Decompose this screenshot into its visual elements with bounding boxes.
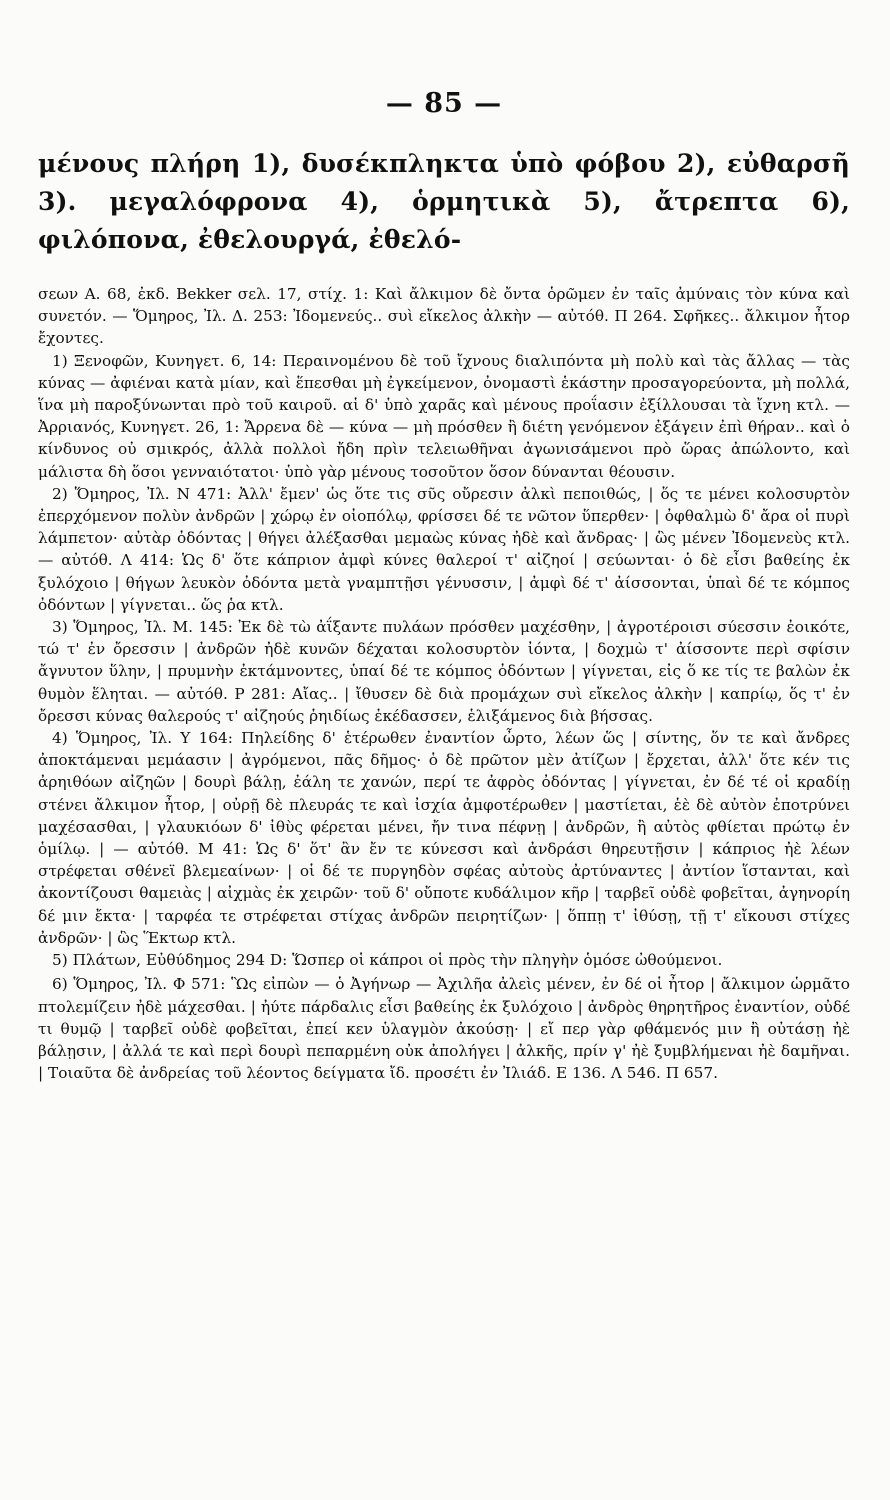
main-text: μένους πλήρη 1), δυσέκπληκτα ὑπὸ φόβου 2), εὐθαρσῆ 3). μεγαλόφρονα 4), ὁρμητικὰ 5), ἄτρεπτα 6), φιλόπονα, ἐθελουργά, ἐθελό- xyxy=(38,149,850,254)
footnote-3: 3) Ὅμηρος, Ἰλ. Μ. 145: Ἐκ δὲ τὼ ἀΐξαντε πυλάων πρόσθεν μαχέσθην, | ἀγροτέροισι σύεσσιν ἐοικότε, τώ τ' ἐν ὄρεσσιν | ἀνδρῶν ἠδὲ κυνῶν δέχαται κολοσυρτὸν ἰόντα, | δοχμὼ τ' ἀίσσοντε περὶ σφίσιν ἄγνυτον ὕλην, | πρυμνὴν ἐκτάμνοντες, ὑπαί δέ τε κόμπος ὀδόντων | γίγνεται, εἰς ὅ κε τίς τε βαλὼν ἐκ θυμὸν ἕληται. — αὐτόθ. Ρ 281: Αἴας.. | ἴθυσεν δὲ διὰ προμάχων συὶ εἴκελος ἀλκὴν | καπρίῳ, ὅς τ' ἐν ὄρεσσι κύνας θαλερούς τ' αἰζηούς ῥηιδίως ἐκέδασσεν, ἑλιξάμενος διὰ βήσσας. xyxy=(38,618,850,725)
footnote-continuation: σεων Α. 68, ἐκδ. Bekker σελ. 17, στίχ. 1: Καὶ ἄλκιμον δὲ ὄντα ὁρῶμεν ἐν ταῖς ἀμύναις τὸν κύνα καὶ συνετόν. — Ὅμηρος, Ἰλ. Δ. 253: Ἰδομενεύς.. συὶ εἴκελος ἀλκὴν — αὐτόθ. Π 264. Σφῆκες.. ἄλκιμον ἦτορ ἔχοντες. xyxy=(38,285,850,348)
footnote-6: 6) Ὅμηρος, Ἰλ. Φ 571: Ὣς εἰπὼν — ὁ Ἀγήνωρ — Ἀχιλῆα ἀλεὶς μένεν, ἐν δέ οἱ ἦτορ | ἄλκιμον ὡρμᾶτο πτολεμίζειν ἠδὲ μάχεσθαι. | ἠύτε πάρδαλις εἶσι βαθείης ἐκ ξυλόχοιο | ἀνδρὸς θηρητῆρος ἐναντίον, οὐδέ τι θυμῷ | ταρβεῖ οὐδὲ φοβεῖται, ἐπεί κεν ὑλαγμὸν ἀκούσῃ· | εἴ περ γὰρ φθάμενός μιν ἢ οὐτάσῃ ἠὲ βάλῃσιν, | ἀλλά τε καὶ περὶ δουρὶ πεπαρμένη οὐκ ἀπολήγει | ἀλκῆς, πρίν γ' ἠὲ ξυμβλήμεναι ἠὲ δαμῆναι. | Τοιαῦτα δὲ ἀνδρείας τοῦ λέοντος δείγματα ἴδ. προσέτι ἐν Ἰλιάδ. Ε 136. Λ 546. Π 657. xyxy=(38,975,850,1083)
footnotes xyxy=(38,283,850,1084)
footnote-5: 5) Πλάτων, Εὐθύδημος 294 D: Ὥσπερ οἱ κάπροι οἱ πρὸς τὴν πληγὴν ὁμόσε ὠθούμενοι. xyxy=(52,951,723,970)
footnote-2: 2) Ὅμηρος, Ἰλ. Ν 471: Ἀλλ' ἔμεν' ὡς ὅτε τις σῦς οὔρεσιν ἀλκὶ πεποιθώς, | ὅς τε μένει κολοσυρτὸν ἐπερχόμενον πολὺν ἀνδρῶν | χώρῳ ἐν οἰοπόλῳ, φρίσσει δέ τε νῶτον ὕπερθεν· | ὀφθαλμὼ δ' ἄρα οἱ πυρὶ λάμπετον· αὐτὰρ ὀδόντας | θήγει ἀλέξασθαι μεμαὼς κύνας ἠδὲ καὶ ἄνδρας· | ὣς μένεν Ἰδομενεὺς κτλ. — αὐτόθ. Λ 414: Ὡς δ' ὅτε κάπριον ἀμφὶ κύνες θαλεροί τ' αἰζηοί | σεύωνται· ὁ δὲ εἶσι βαθείης ἐκ ξυλόχοιο | θήγων λευκὸν ὀδόντα μετὰ γναμπτῇσι γένυσσιν, | ἀμφὶ δέ τ' ἀίσσονται, ὑπαὶ δέ τε κόμπος ὀδόντων | γίγνεται.. ὥς ῥα κτλ. xyxy=(38,484,850,614)
page-number: — 85 — xyxy=(385,88,503,119)
footnote-1: 1) Ξενοφῶν, Κυνηγετ. 6, 14: Περαινομένου δὲ τοῦ ἴχνους διαλιπόντα μὴ πολὺ καὶ τὰς ἄλλας — τὰς κύνας — ἀφιέναι κατὰ μίαν, καὶ ἕπεσθαι μὴ ἐγκείμενον, ὀνομαστὶ ἑκάστην προσαγορεύοντα, μὴ πολλά, ἵνα μὴ παροξύνωνται πρὸ τοῦ καιροῦ. αἱ δ' ὑπὸ χαρᾶς καὶ μένους προΐασιν ἐξίλλουσαι τὰ ἴχνη κτλ. — Ἀρριανός, Κυνηγετ. 26, 1: Ἄρρενα δὲ — κύνα — μὴ πρόσθεν ἢ διέτη γενόμενον ἐξάγειν ἐπὶ θήραν.. καὶ ὁ κίνδυνος οὐ σμικρός, ἀλλὰ πολλοὶ ἤδη πρὶν τελειωθῆναι ἀγωνισάμενοι πρὸ ὥρας ἀπώλοντο, καὶ μάλιστα δὴ ὅσοι γενναιότατοι· ὑπὸ γὰρ μένους τοσοῦτον ὅσον δύνανται θέουσιν. xyxy=(38,351,850,481)
footnote-4: 4) Ὅμηρος, Ἰλ. Υ 164: Πηλείδης δ' ἑτέρωθεν ἐναντίον ὦρτο, λέων ὥς | σίντης, ὅν τε καὶ ἄνδρες ἀποκτάμεναι μεμάασιν | ἀγρόμενοι, πᾶς δῆμος· ὁ δὲ πρῶτον μὲν ἀτίζων | ἔρχεται, ἀλλ' ὅτε κέν τις ἀρηιθόων αἰζηῶν | δουρὶ βάλῃ, ἐάλη τε χανών, περί τε ἀφρὸς ὀδόντας | γίγνεται, ἐν δέ τέ οἱ κραδίῃ στένει ἄλκιμον ἦτορ, | οὐρῇ δὲ πλευράς τε καὶ ἰσχία ἀμφοτέρωθεν | μαστίεται, ἑὲ δὲ αὐτὸν ἐποτρύνει μαχέσασθαι, | γλαυκιόων δ' ἰθὺς φέρεται μένει, ἤν τινα πέφνῃ | ἀνδρῶν, ἢ αὐτὸς φθίεται πρώτῳ ἐν ὁμίλῳ. | — αὐτόθ. Μ 41: Ὡς δ' ὅτ' ἂν ἔν τε κύνεσσι καὶ ἀνδράσι θηρευτῇσιν | κάπριος ἠὲ λέων στρέφεται σθένεϊ βλεμεαίνων· | οἱ δέ τε πυργηδὸν σφέας αὐτοὺς ἀρτύναντες | ἀντίον ἵστανται, καὶ ἀκοντίζουσι θαμειὰς | αἰχμὰς ἐκ χειρῶν· τοῦ δ' οὔποτε κυδάλιμον κῆρ | ταρβεῖ οὐδὲ φοβεῖται, ἀγηνορίη δέ μιν ἔκτα· | ταρφέα τε στρέφεται στίχας ἀνδρῶν πειρητίζων· | ὅππῃ τ' ἰθύσῃ, τῇ τ' εἴκουσι στίχες ἀνδρῶν· | ὣς Ἕκτωρ κτλ. xyxy=(38,729,850,947)
